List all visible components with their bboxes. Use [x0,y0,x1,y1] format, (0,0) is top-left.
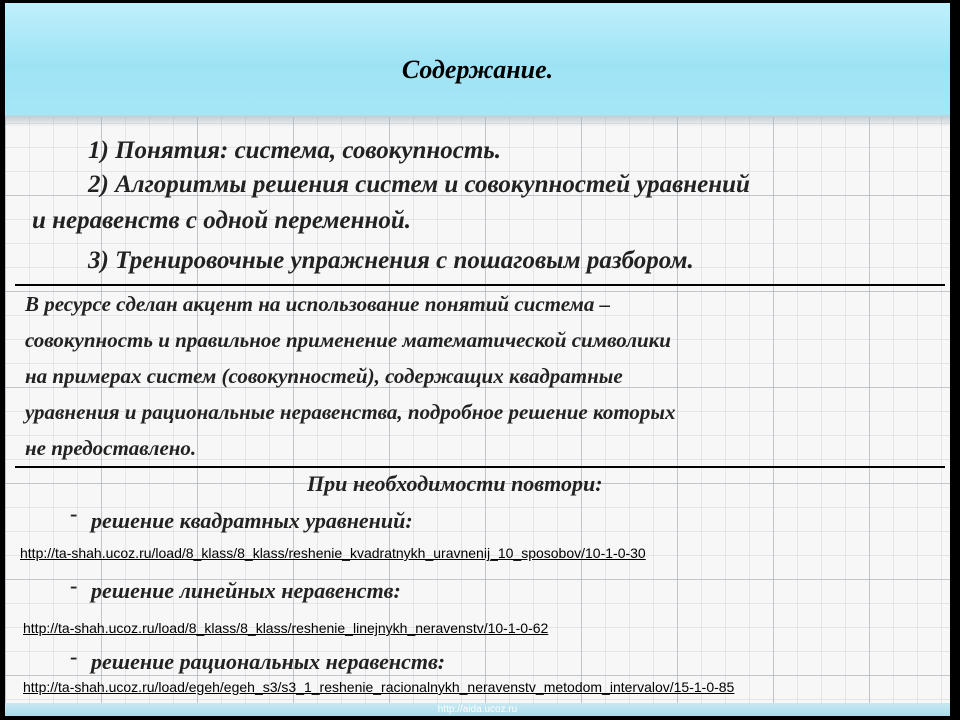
item-label-linear: решение линейных неравенств: [91,578,401,603]
contents-item-2: 2) Алгоритмы решения систем и совокупностей уравнений [88,171,750,198]
slide-title: Содержание. [401,55,554,84]
dash-marker: - [70,644,78,669]
repeat-heading: При необходимости повтори: [307,471,603,496]
note-line-5: не предоставлено. [25,436,197,460]
header-shadow [5,117,950,127]
link-quadratic-equations[interactable]: http://ta-shah.ucoz.ru/load/8_klass/8_klass/reshenie_kvadratnykh_uravnenij_10_sposobov/10-1-0-30 [20,545,646,561]
contents-item-3: 3) Тренировочные упражнения с пошаговым разбором. [88,247,694,274]
slide [5,3,950,716]
divider-bottom [15,466,945,468]
link-rational-inequalities[interactable]: http://ta-shah.ucoz.ru/load/egeh/egeh_s3/s3_1_reshenie_racionalnykh_neravenstv_metodom_intervalov/15-1-0-85 [23,679,735,695]
dash-marker: - [70,501,78,526]
contents-item-2-continuation: и неравенств с одной переменной. [32,207,411,234]
link-linear-inequalities[interactable]: http://ta-shah.ucoz.ru/load/8_klass/8_klass/reshenie_linejnykh_neravenstv/10-1-0-62 [23,620,549,636]
dash-marker: - [70,573,78,598]
note-line-3: на примерах систем (совокупностей), содержащих квадратные [25,364,623,388]
footer-url: http://aida.ucoz.ru [437,704,518,715]
note-line-4: уравнения и рациональные неравенства, подробное решение которых [25,400,676,424]
footer-bar [5,703,950,716]
note-line-2: совокупность и правильное применение математической символики [25,328,671,352]
divider-top [15,284,945,286]
header-banner [5,3,950,117]
contents-item-1: 1) Понятия: система, совокупность. [88,137,501,164]
note-line-1: В ресурсе сделан акцент на использование понятий система – [25,292,611,316]
item-label-rational: решение рациональных неравенств: [91,649,446,674]
item-label-quadratic: решение квадратных уравнений: [91,508,413,533]
